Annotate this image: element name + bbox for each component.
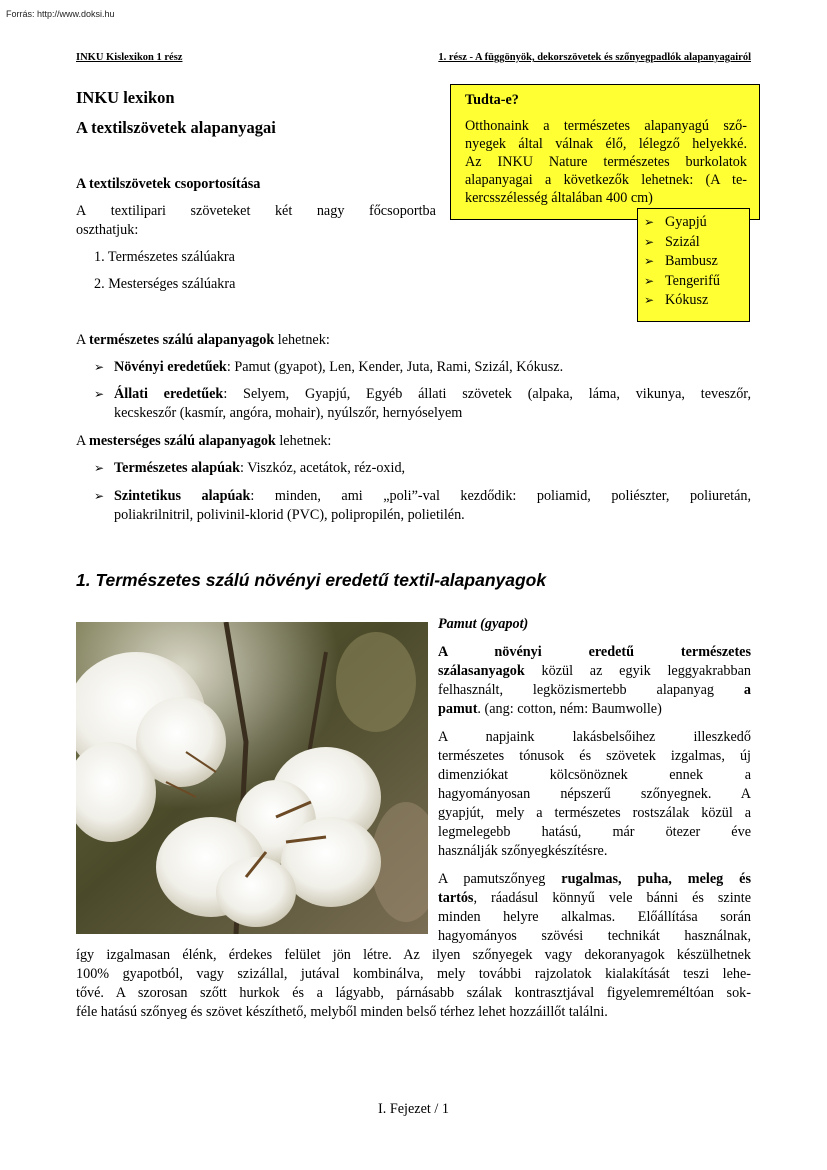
cotton-p2-line: hagyományosan népszerű szőnyegnek. A xyxy=(438,786,751,802)
arrow-bullet-icon: ➢ xyxy=(644,215,655,229)
arrow-bullet-icon: ➢ xyxy=(644,234,655,249)
classification-intro: A textilipari szöveteket két nagy főcsoportba oszthatjuk: xyxy=(76,203,436,238)
cotton-p2-line: dimenziókat kölcsönöznek ennek a xyxy=(438,767,751,783)
running-header-right: 1. rész - A függönyök, dekorszövetek és szőnyegpadlók alapanyagairól xyxy=(438,52,751,63)
arrow-bullet-icon: ➢ xyxy=(644,254,655,268)
cotton-p1-line: felhasznált, legközismertebb alapanyag a xyxy=(438,682,751,698)
cotton-p3-line: minden helyre alkalmas. Előállítása során xyxy=(438,909,751,925)
classification-heading: A textilszövetek csoportosítása xyxy=(76,176,261,192)
tip-title: Tudta-e? xyxy=(465,92,519,108)
cotton-p1-line: szálasanyagok közül az egyik leggyakrabban xyxy=(438,663,751,679)
running-header-left: INKU Kislexikon 1 rész xyxy=(76,52,183,63)
tip-line: kercsszélesség általában 400 cm) xyxy=(465,190,653,206)
arrow-bullet-icon: ➢ xyxy=(94,461,105,475)
page-footer: I. Fejezet / 1 xyxy=(378,1101,449,1117)
arrow-bullet-icon: ➢ xyxy=(94,387,105,401)
source-url: Forrás: http://www.doksi.hu xyxy=(6,9,115,19)
cotton-photo xyxy=(76,622,428,934)
cotton-p2-line: gyapjút, mely a természetes rostszálak közül a xyxy=(438,805,751,821)
synthetic-base-item: ➢ Szintetikus alapúak: minden, ami „poli”-val kezdődik: poliamid, poliészter, poliuretán, poliakrilnitril, polivinil-klorid (PVC), polipropilén, polietilén. xyxy=(94,488,752,523)
arrow-bullet-icon: ➢ xyxy=(94,489,105,503)
cotton-p3-line: hagyományos szövési technikát használnak, xyxy=(438,928,751,944)
page-subtitle: A textilszövetek alapanyagai xyxy=(76,118,276,137)
list-item: ➢ Gyapjú xyxy=(644,213,749,233)
cotton-p3-line: így izgalmasan élénk, érdekes felület jön létre. Az ilyen szőnyegek vagy dekoranyagok készülhetnek xyxy=(76,947,751,963)
cotton-boll-image xyxy=(76,622,428,934)
tip-line: nyegek által válnak élő, lélegző helyekké. xyxy=(465,136,747,152)
cotton-p3-line: tartós, ráadásul könnyű vele bánni és szinte xyxy=(438,890,751,906)
section-heading: 1. Természetes szálú növényi eredetű textil-alapanyagok xyxy=(76,570,547,590)
list-item: ➢ Kókusz xyxy=(644,291,749,311)
list-item: 1. Természetes szálúakra xyxy=(94,249,235,265)
tip-materials-list xyxy=(637,208,750,322)
arrow-bullet-icon: ➢ xyxy=(644,293,655,307)
animal-origin-item: ➢ Állati eredetűek: Selyem, Gyapjú, Egyéb állati szövetek (alpaka, láma, vikunya, teveszőr, kecskeszőr (kasmír, angóra, mohair), nyúlszőr, hernyóselyem xyxy=(94,386,751,421)
list-item: ➢ Szizál xyxy=(644,233,749,253)
tip-body xyxy=(465,117,747,207)
tip-line: alapanyagai a következők lehetnek: (A te- xyxy=(465,172,747,188)
cotton-p2-line: természetes tónusok és szövetek izgalmas, új xyxy=(438,748,751,764)
cotton-p3-line: A pamutszőnyeg rugalmas, puha, meleg és xyxy=(438,871,751,887)
cotton-p2-line: legmelegebb hatású, már ötezer éve xyxy=(438,824,751,840)
list-item: ➢ Bambusz xyxy=(644,252,749,272)
cotton-p1-line: A növényi eredetű természetes xyxy=(438,644,751,660)
cotton-p2-line: A napjaink lakásbelsőihez illeszkedő xyxy=(438,729,751,745)
arrow-bullet-icon: ➢ xyxy=(94,360,105,374)
cotton-p1-line: pamut. (ang: cotton, ném: Baumwolle) xyxy=(438,701,662,717)
arrow-bullet-icon: ➢ xyxy=(644,273,655,288)
cotton-p3-line: tővé. A szorosan szőtt hurkok és a lágyabb, párnásabb szálak kontrasztjával figyelemreméltóan sok- xyxy=(76,985,751,1001)
natural-intro: A természetes szálú alapanyagok lehetnek: xyxy=(76,332,330,348)
cotton-p3-line: 100% gyapotból, vagy szizállal, jutával kombinálva, mely további rajzolatok kialakítását teszi lehe- xyxy=(76,966,751,982)
tip-line: Otthonaink a természetes alapanyagú sző- xyxy=(465,118,747,134)
subheading-cotton: Pamut (gyapot) xyxy=(438,616,529,632)
page-title: INKU lexikon xyxy=(76,88,175,107)
list-item: ➢ Tengerifű xyxy=(644,272,749,292)
list-item: 2. Mesterséges szálúakra xyxy=(94,276,236,292)
cotton-p3-line: féle hatású szőnyeg és szövet készíthető, melyből minden belső térhez lehet hozzáillőt találni. xyxy=(76,1004,608,1020)
plant-origin-item: ➢ Növényi eredetűek: Pamut (gyapot), Len, Kender, Juta, Rami, Szizál, Kókusz. xyxy=(94,359,564,375)
tip-box xyxy=(450,84,760,220)
natural-base-item: ➢ Természetes alapúak: Viszkóz, acetátok, réz-oxid, xyxy=(94,460,406,476)
tip-line: Az INKU Nature természetes burkolatok xyxy=(465,154,747,170)
synthetic-intro: A mesterséges szálú alapanyagok lehetnek: xyxy=(76,433,332,449)
cotton-p2-line: használják szőnyegkészítésre. xyxy=(438,843,608,859)
